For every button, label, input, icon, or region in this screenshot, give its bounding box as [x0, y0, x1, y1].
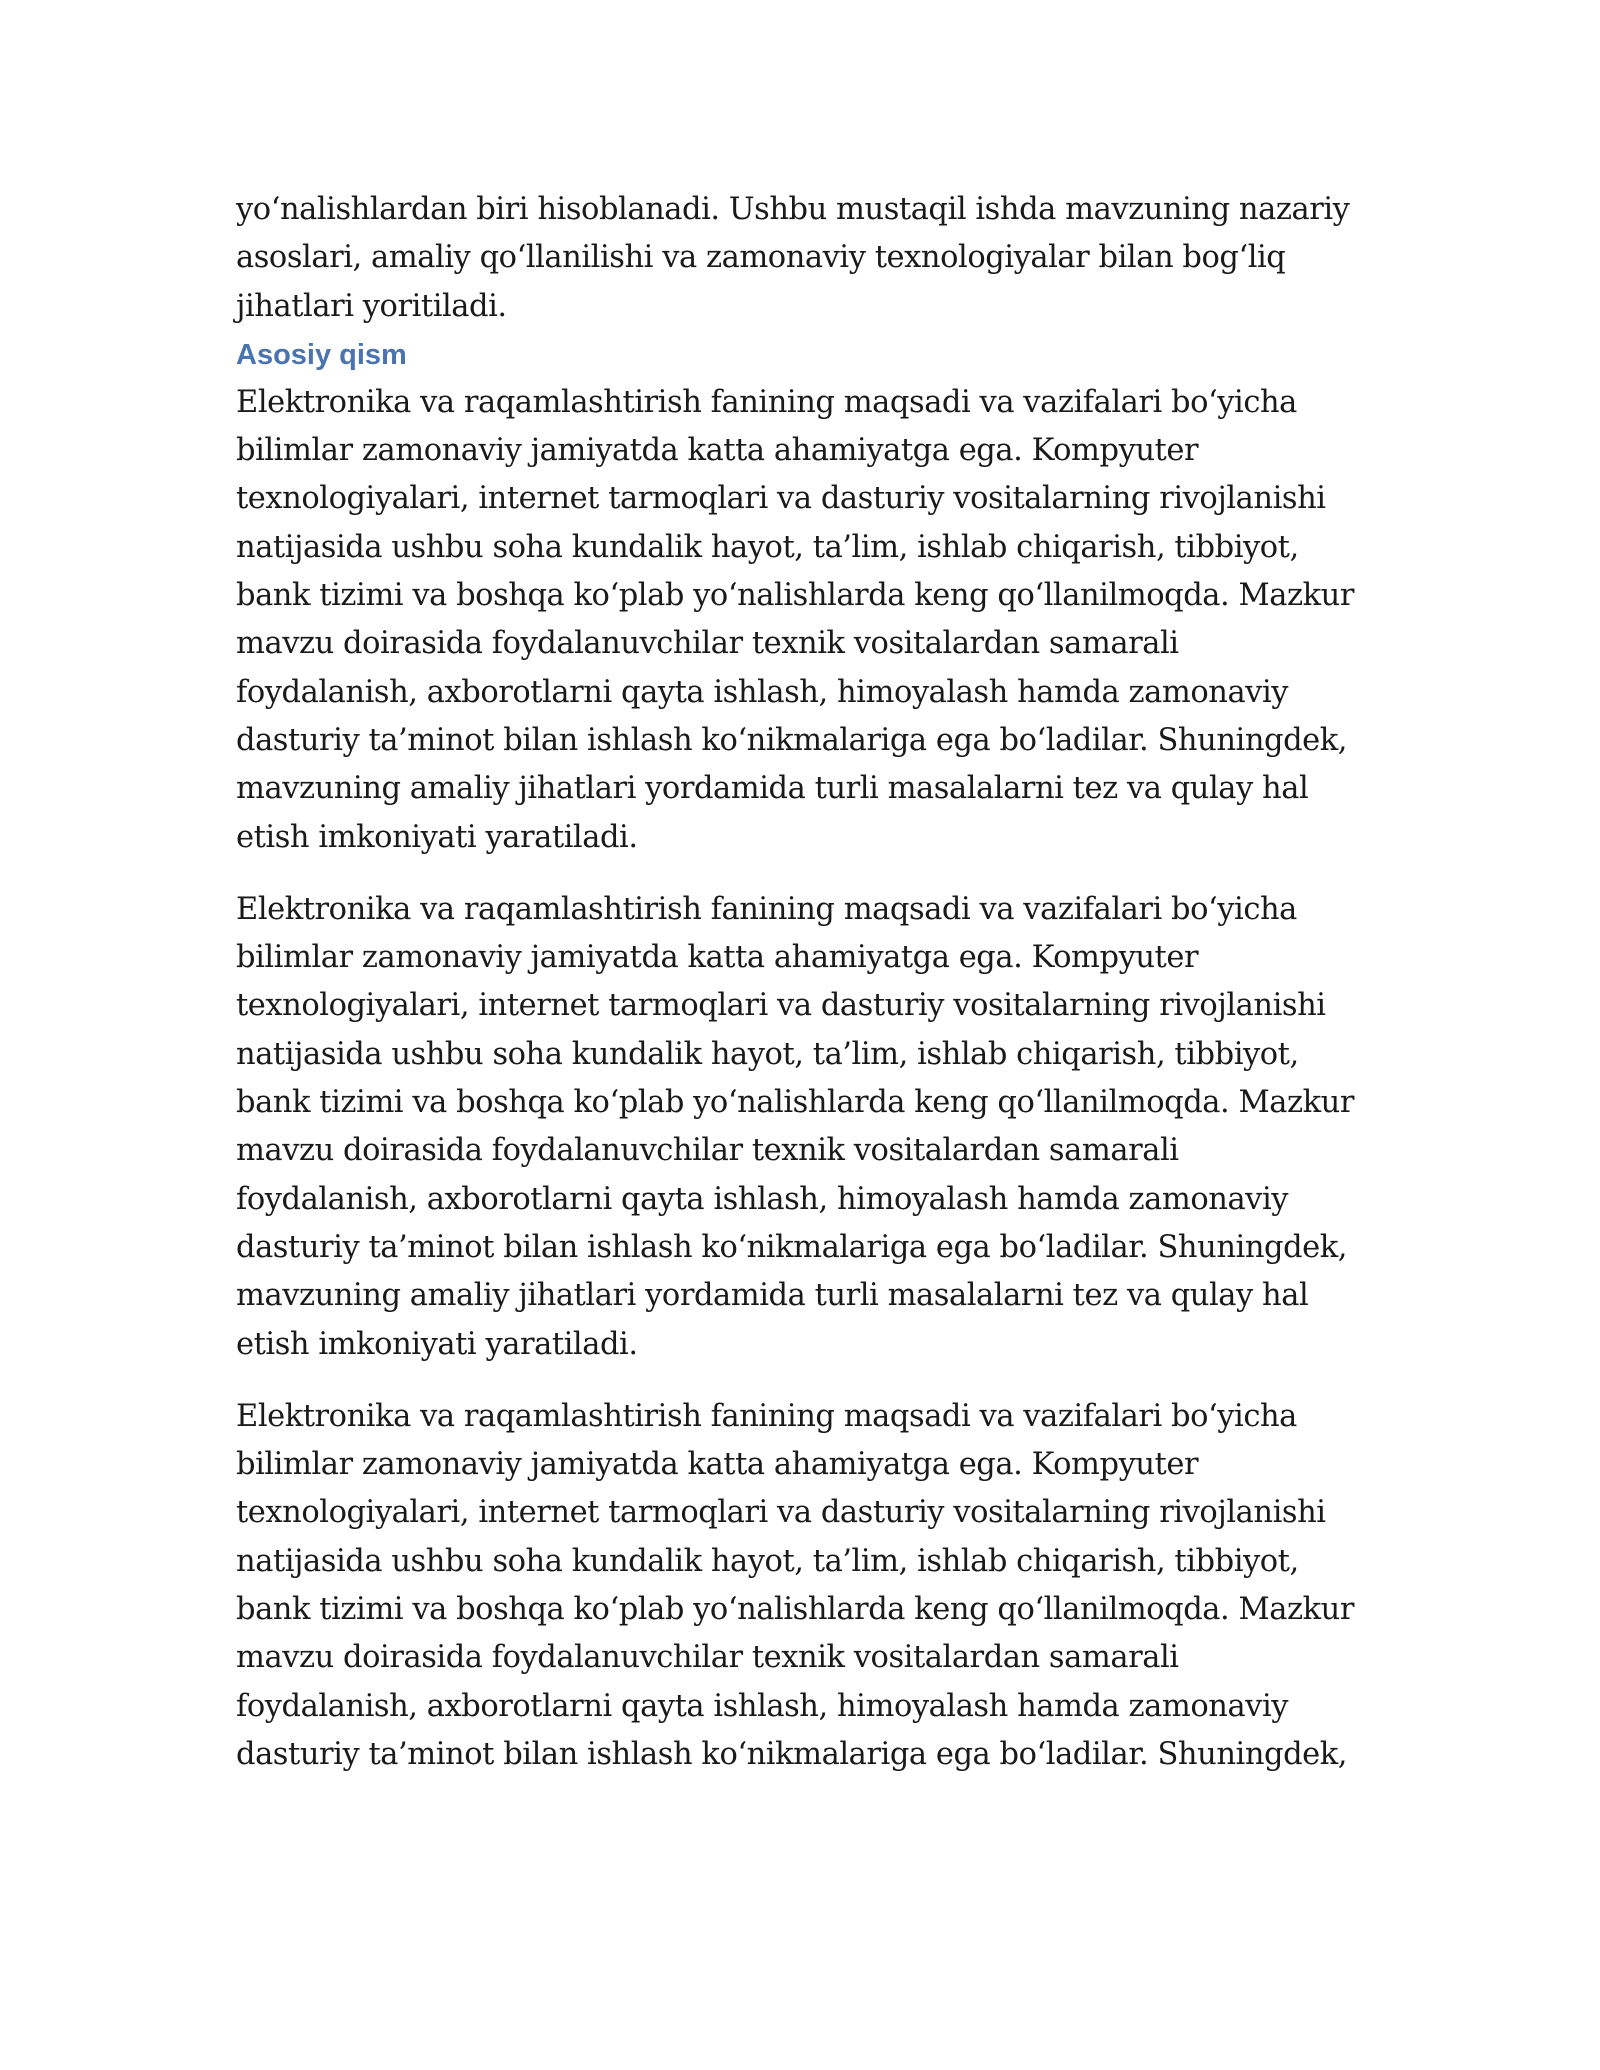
intro-line: yo‘nalishlardan biri hisoblanadi. Ushbu mustaqil ishda mavzuning nazariy [236, 192, 1350, 227]
paragraph-line: etish imkoniyati yaratiladi. [236, 819, 638, 855]
paragraph-line: foydalanish, axborotlarni qayta ishlash, himoyalash hamda zamonaviy [236, 1688, 1289, 1724]
paragraph-line: mavzu doirasida foydalanuvchilar texnik vositalardan samarali [236, 626, 1179, 662]
body-paragraph-2 [236, 886, 1366, 1369]
paragraph-line: dasturiy ta’minot bilan ishlash ko‘nikmalariga ega bo‘ladilar. Shuningdek, [236, 1736, 1348, 1772]
paragraph-line: foydalanish, axborotlarni qayta ishlash, himoyalash hamda zamonaviy [236, 1181, 1289, 1217]
paragraph-line: Elektronika va raqamlashtirish fanining maqsadi va vazifalari bo‘yicha [236, 1398, 1297, 1434]
paragraph-line: dasturiy ta’minot bilan ishlash ko‘nikmalariga ega bo‘ladilar. Shuningdek, [236, 722, 1348, 758]
paragraph-line: mavzu doirasida foydalanuvchilar texnik vositalardan samarali [236, 1133, 1179, 1169]
paragraph-line: natijasida ushbu soha kundalik hayot, ta’lim, ishlab chiqarish, tibbiyot, [236, 1036, 1299, 1072]
paragraph-line: foydalanish, axborotlarni qayta ishlash, himoyalash hamda zamonaviy [236, 674, 1289, 710]
paragraph-line: mavzu doirasida foydalanuvchilar texnik vositalardan samarali [236, 1640, 1179, 1676]
body-paragraph-1 [236, 379, 1366, 862]
paragraph-line: mavzuning amaliy jihatlari yordamida turli masalalarni tez va qulay hal [236, 1278, 1309, 1314]
paragraph-line: natijasida ushbu soha kundalik hayot, ta’lim, ishlab chiqarish, tibbiyot, [236, 529, 1299, 565]
paragraph-line: bilimlar zamonaviy jamiyatda katta ahamiyatga ega. Kompyuter [236, 1447, 1199, 1483]
paragraph-line: natijasida ushbu soha kundalik hayot, ta’lim, ishlab chiqarish, tibbiyot, [236, 1543, 1299, 1579]
intro-line: asoslari, amaliy qo‘llanilishi va zamonaviy texnologiyalar bilan bog‘liq [236, 240, 1286, 276]
paragraph-line: mavzuning amaliy jihatlari yordamida turli masalalarni tez va qulay hal [236, 771, 1309, 807]
intro-line: jihatlari yoritiladi. [236, 288, 507, 324]
paragraph-line: bank tizimi va boshqa ko‘plab yo‘nalishlarda keng qo‘llanilmoqda. Mazkur [236, 1085, 1355, 1121]
paragraph-line: Elektronika va raqamlashtirish fanining maqsadi va vazifalari bo‘yicha [236, 891, 1297, 927]
paragraph-line: bilimlar zamonaviy jamiyatda katta ahamiyatga ega. Kompyuter [236, 940, 1199, 976]
paragraph-line: bank tizimi va boshqa ko‘plab yo‘nalishlarda keng qo‘llanilmoqda. Mazkur [236, 578, 1355, 614]
section-heading: Asosiy qism [236, 338, 407, 371]
intro-paragraph [236, 186, 1366, 331]
paragraph-line: etish imkoniyati yaratiladi. [236, 1326, 638, 1362]
body-paragraph-3 [236, 1393, 1366, 1779]
paragraph-line: bank tizimi va boshqa ko‘plab yo‘nalishlarda keng qo‘llanilmoqda. Mazkur [236, 1592, 1355, 1628]
page-content [236, 186, 1366, 1803]
paragraph-line: texnologiyalari, internet tarmoqlari va dasturiy vositalarning rivojlanishi [236, 988, 1326, 1024]
paragraph-line: Elektronika va raqamlashtirish fanining maqsadi va vazifalari bo‘yicha [236, 384, 1297, 420]
paragraph-line: texnologiyalari, internet tarmoqlari va dasturiy vositalarning rivojlanishi [236, 1495, 1326, 1531]
paragraph-line: dasturiy ta’minot bilan ishlash ko‘nikmalariga ega bo‘ladilar. Shuningdek, [236, 1229, 1348, 1265]
paragraph-line: bilimlar zamonaviy jamiyatda katta ahamiyatga ega. Kompyuter [236, 433, 1199, 469]
paragraph-line: texnologiyalari, internet tarmoqlari va dasturiy vositalarning rivojlanishi [236, 481, 1326, 517]
